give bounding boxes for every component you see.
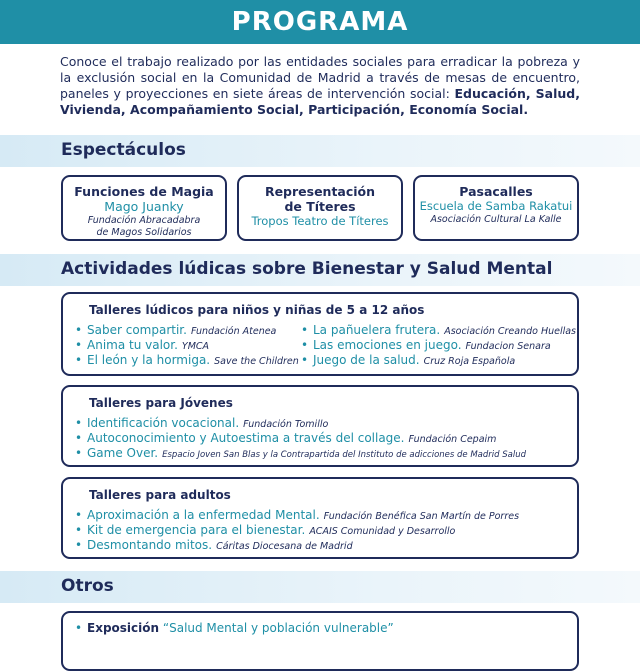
list-item: • Juego de la salud. Cruz Roja Española bbox=[301, 353, 516, 367]
section-otros bbox=[0, 571, 640, 603]
list-item: • Aproximación a la enfermedad Mental. Fundación Benéfica San Martín de Porres bbox=[75, 508, 520, 522]
workshop-box-jovenes bbox=[61, 385, 579, 467]
show-title: Pasacalles bbox=[459, 184, 533, 199]
intro-paragraph bbox=[60, 54, 580, 118]
show-artist: Tropos Teatro de Títeres bbox=[251, 214, 389, 228]
workshop-box-ninos bbox=[61, 292, 579, 376]
show-org: Asociación Cultural La Kalle bbox=[430, 214, 562, 225]
list-item: • El león y la hormiga. Save the Children bbox=[75, 353, 299, 367]
otros-box bbox=[61, 611, 579, 671]
list-item: • Las emociones en juego. Fundacion Senara bbox=[301, 338, 551, 352]
list-item: • Kit de emergencia para el bienestar. ACAIS Comunidad y Desarrollo bbox=[75, 523, 456, 537]
show-title: Representación de Títeres bbox=[264, 184, 376, 214]
list-item: • Game Over. Espacio Joven San Blas y la Contrapartida del Instituto de adicciones de Madrid Salud bbox=[75, 446, 526, 460]
section-title-espectaculos: Espectáculos bbox=[61, 140, 186, 160]
list-item: • Exposición “Salud Mental y población vulnerable” bbox=[75, 621, 394, 635]
section-title-otros: Otros bbox=[61, 576, 114, 596]
list-item: • Desmontando mitos. Cáritas Diocesana de Madrid bbox=[75, 538, 353, 552]
intro-text: Conoce el trabajo realizado por las entidades sociales para erradicar la pobreza y la exclusión social en la Comunidad de Madrid a través de mesas de encuentro, paneles y proyecciones en siete áreas de intervención social: bbox=[60, 54, 580, 101]
show-card-magia bbox=[61, 175, 227, 241]
list-item: • La pañuelera frutera. Asociación Creando Huellas bbox=[301, 323, 577, 337]
section-espectaculos bbox=[0, 135, 640, 167]
page-title: PROGRAMA bbox=[231, 7, 409, 37]
show-org: Fundación Abracadabra de Magos Solidarios bbox=[87, 215, 201, 238]
list-item: • Identificación vocacional. Fundación Tomillo bbox=[75, 416, 329, 430]
section-title-actividades: Actividades lúdicas sobre Bienestar y Salud Mental bbox=[61, 259, 553, 279]
list-item: • Autoconocimiento y Autoestima a través del collage. Fundación Cepaim bbox=[75, 431, 497, 445]
workshop-box-title: Talleres lúdicos para niños y niñas de 5 a 12 años bbox=[89, 303, 425, 317]
workshop-box-title: Talleres para Jóvenes bbox=[89, 396, 233, 410]
list-item: • Saber compartir. Fundación Atenea bbox=[75, 323, 277, 337]
show-title: Funciones de Magia bbox=[74, 184, 214, 199]
show-card-pasacalles bbox=[413, 175, 579, 241]
show-card-titeres bbox=[237, 175, 403, 241]
workshop-box-adultos bbox=[61, 477, 579, 559]
show-artist: Escuela de Samba Rakatui bbox=[419, 199, 573, 213]
section-actividades bbox=[0, 254, 640, 286]
workshop-box-title: Talleres para adultos bbox=[89, 488, 231, 502]
list-item: • Anima tu valor. YMCA bbox=[75, 338, 210, 352]
show-artist: Mago Juanky bbox=[104, 199, 184, 214]
intro-areas: Educación, Salud, Vivienda, Acompañamiento Social, Participación, Economía Social. bbox=[60, 86, 580, 117]
